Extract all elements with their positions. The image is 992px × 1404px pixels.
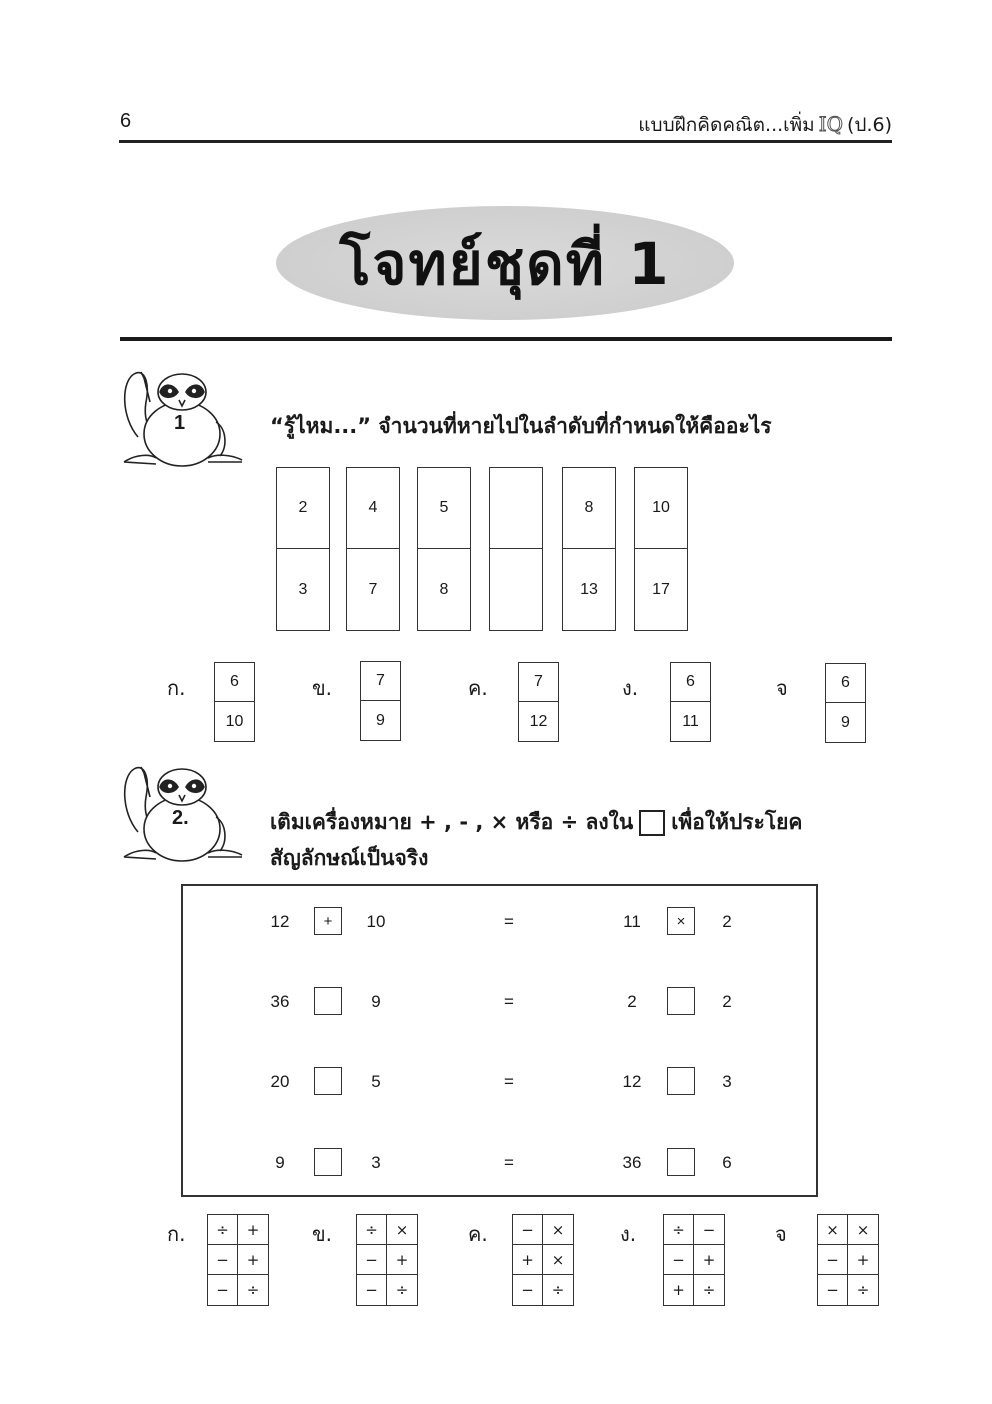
grid-cell: ÷: [664, 1215, 694, 1245]
grid-cell: +: [664, 1275, 694, 1305]
operator-box[interactable]: ×: [667, 907, 695, 935]
operator-box[interactable]: +: [314, 907, 342, 935]
domino-top: [490, 468, 542, 549]
sequence-domino: [634, 467, 688, 631]
page-number: 6: [120, 110, 132, 132]
grid-cell: −: [694, 1215, 724, 1245]
grid-cell: +: [238, 1215, 268, 1245]
domino-top: 7: [361, 662, 400, 701]
sequence-domino: [346, 467, 400, 631]
question-2-text-part2: เพื่อให้ประโยค: [671, 810, 803, 834]
operator-box[interactable]: [667, 1067, 695, 1095]
domino-top: 8: [563, 468, 615, 549]
operand: 12: [622, 1072, 642, 1091]
sequence-domino: [276, 467, 330, 631]
operand: 9: [371, 992, 381, 1011]
grid-cell: +: [848, 1245, 878, 1275]
domino-bottom: 7: [368, 580, 378, 598]
domino-top: 2: [277, 468, 329, 549]
operator-box[interactable]: [667, 1148, 695, 1176]
domino-bottom: 9: [841, 713, 850, 731]
sequence-domino: [417, 467, 471, 631]
domino-bottom: 9: [376, 711, 385, 729]
operand: 9: [275, 1153, 285, 1172]
grid-cell: ÷: [702, 1281, 716, 1299]
choice-label: ข.: [312, 1222, 333, 1246]
grid-cell: ÷: [551, 1281, 565, 1299]
question-number: 2.: [172, 807, 189, 829]
equals-sign: =: [504, 1153, 514, 1172]
operator-grid-a[interactable]: [207, 1214, 269, 1306]
operator-grid-d[interactable]: [663, 1214, 725, 1306]
domino-bottom: 17: [652, 580, 670, 598]
raccoon-mascot-icon: [116, 757, 246, 867]
grid-cell: −: [513, 1275, 543, 1305]
domino-bottom: 11: [682, 712, 699, 730]
question-2-text-line2: สัญลักษณ์เป็นจริง: [270, 846, 429, 870]
domino-top: 7: [519, 663, 558, 702]
grid-cell: ÷: [357, 1215, 387, 1245]
domino-bottom: 12: [529, 712, 548, 730]
choice-label: ก.: [167, 1222, 186, 1246]
raccoon-mascot-icon: [116, 362, 246, 472]
operand: 36: [622, 1153, 642, 1172]
grid-cell: ÷: [856, 1281, 870, 1299]
domino-top: 10: [635, 468, 687, 549]
page-title: โจทย์ชุดที่ 1: [339, 229, 671, 298]
title-rule: [120, 337, 892, 341]
grid-cell: ×: [387, 1215, 417, 1245]
choice-domino-a[interactable]: [214, 662, 255, 742]
domino-bottom: 10: [225, 712, 244, 730]
operand: 3: [722, 1072, 732, 1091]
choice-label: ก.: [167, 676, 186, 700]
operand: 6: [722, 1153, 732, 1172]
domino-top: 4: [347, 468, 399, 549]
operator-box[interactable]: [314, 987, 342, 1015]
choice-label: ค.: [468, 676, 488, 700]
grid-cell: −: [513, 1215, 543, 1245]
choice-domino-b[interactable]: [360, 661, 401, 741]
grid-cell: −: [357, 1275, 387, 1305]
choice-label: ง.: [622, 676, 639, 700]
grid-cell: +: [238, 1245, 268, 1275]
operand: 2: [627, 992, 637, 1011]
operator-grid-c[interactable]: [512, 1214, 574, 1306]
grid-cell: ÷: [208, 1215, 238, 1245]
choice-domino-c[interactable]: [518, 662, 559, 742]
choice-label: ค.: [468, 1222, 488, 1246]
operator-box[interactable]: [667, 987, 695, 1015]
choice-label: ง.: [620, 1222, 637, 1246]
grid-cell: ×: [543, 1245, 573, 1275]
grid-cell: ×: [848, 1215, 878, 1245]
operand: 2: [722, 992, 732, 1011]
choice-label: จ: [775, 1222, 787, 1246]
operator-grid-e[interactable]: [817, 1214, 879, 1306]
sequence-domino: [562, 467, 616, 631]
grid-cell: ÷: [395, 1281, 409, 1299]
grid-cell: +: [513, 1245, 543, 1275]
book-title: แบบฝึกคิดคณิต...เพิ่ม: [638, 114, 815, 136]
operand: 11: [623, 912, 641, 931]
domino-bottom: 3: [298, 580, 308, 598]
grid-cell: −: [818, 1275, 848, 1305]
missing-domino: [489, 467, 543, 631]
grid-cell: −: [818, 1245, 848, 1275]
question-number: 1: [174, 412, 186, 434]
equals-sign: =: [504, 992, 514, 1011]
grid-cell: +: [694, 1245, 724, 1275]
domino-top: 6: [671, 663, 710, 702]
grid-cell: −: [357, 1245, 387, 1275]
choice-label: ข.: [312, 676, 333, 700]
choice-domino-e[interactable]: [825, 663, 866, 743]
grid-cell: −: [208, 1245, 238, 1275]
grid-cell: ÷: [246, 1281, 260, 1299]
running-head: [638, 110, 892, 140]
domino-top: 6: [826, 664, 865, 703]
operand: 2: [722, 912, 732, 931]
choice-label: จ: [776, 676, 788, 700]
question-1-text: “รู้ไหม...” จำนวนที่หายไปในลำดับที่กำหนดให้คืออะไร: [270, 414, 772, 438]
domino-top: 6: [215, 663, 254, 702]
equals-sign: =: [504, 912, 514, 931]
operand: 3: [371, 1153, 381, 1172]
grid-cell: ×: [818, 1215, 848, 1245]
operator-box[interactable]: [314, 1148, 342, 1176]
question-2-text: [270, 806, 802, 839]
domino-top: 5: [418, 468, 470, 549]
domino-bottom: [490, 549, 542, 630]
operand: 12: [270, 912, 290, 931]
grid-cell: ×: [543, 1215, 573, 1245]
grid-cell: +: [387, 1245, 417, 1275]
domino-bottom: 8: [439, 580, 449, 598]
operator-grid-b[interactable]: [356, 1214, 418, 1306]
equals-sign: =: [504, 1072, 514, 1091]
header-rule: [119, 140, 892, 143]
grade-label: (ป.6): [846, 114, 892, 136]
choice-domino-d[interactable]: [670, 662, 711, 742]
domino-bottom: 13: [580, 580, 598, 598]
grid-cell: −: [208, 1275, 238, 1305]
blank-box-icon: [639, 810, 665, 836]
operand: 5: [371, 1072, 381, 1091]
operand: 20: [270, 1072, 290, 1091]
operand: 36: [270, 992, 290, 1011]
question-2-text-part1: เติมเครื่องหมาย + , - , × หรือ ÷ ลงใน: [270, 810, 634, 834]
operator-box[interactable]: [314, 1067, 342, 1095]
iq-logo: IQ: [818, 112, 843, 136]
grid-cell: −: [664, 1245, 694, 1275]
operand: 10: [366, 912, 386, 931]
